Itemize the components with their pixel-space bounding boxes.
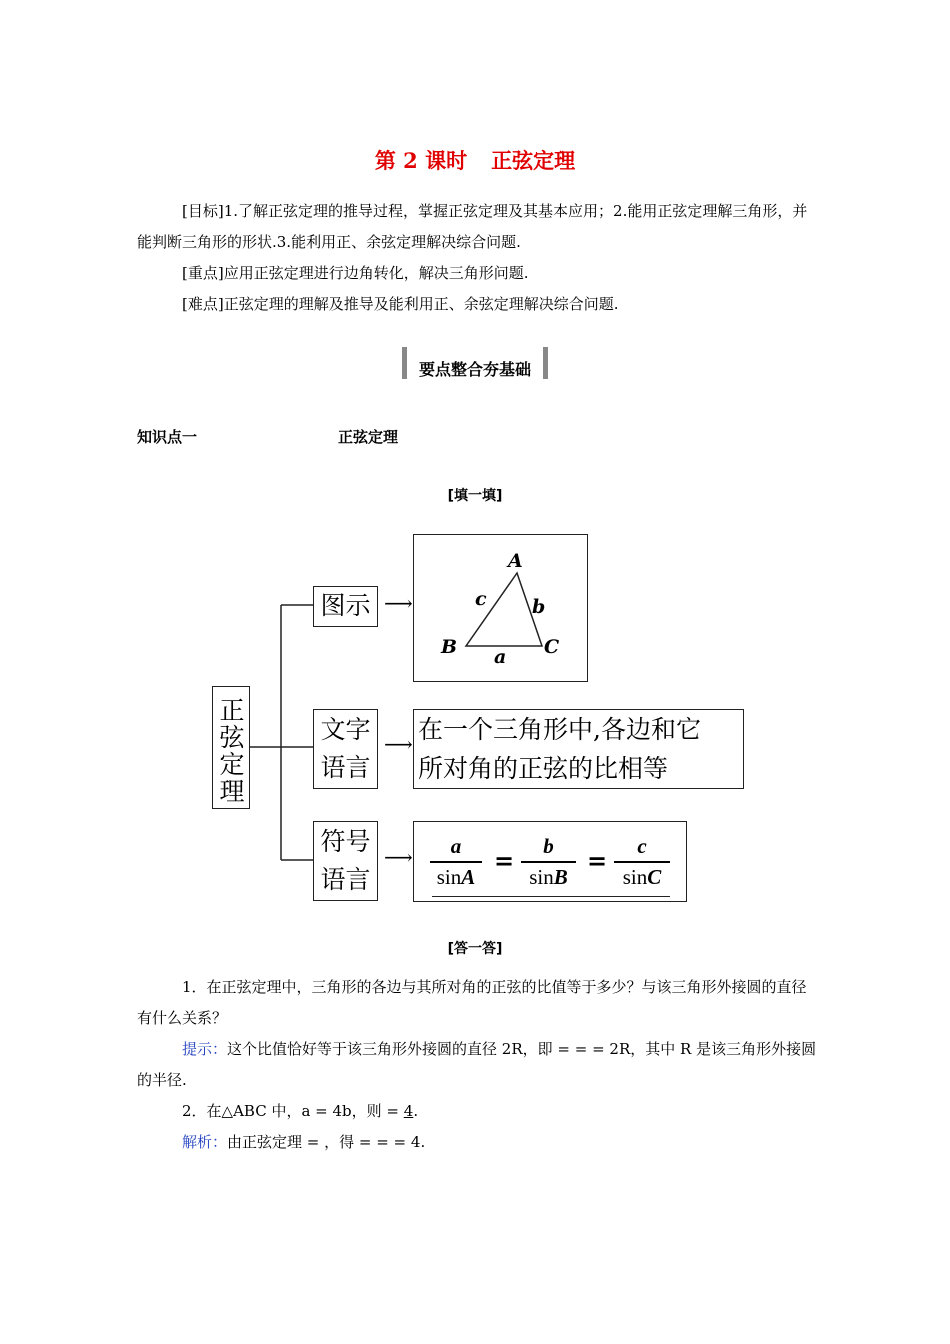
arrow-right-icon: ⟶ <box>384 732 413 756</box>
answer-2-tag: 解析： <box>182 1133 228 1151</box>
question-2-text: 在△ABC 中，a = 4b，则 = <box>206 1102 404 1120</box>
question-2-suffix: . <box>413 1102 419 1120</box>
formula-underline <box>432 896 670 897</box>
difficulty-tag: [难点] <box>182 295 224 313</box>
question-2 <box>137 1096 817 1127</box>
side-c-label: c <box>475 588 487 610</box>
fill-in-title: [填一填] <box>447 488 503 504</box>
angle-c: C <box>647 865 662 889</box>
vertex-c-label: C <box>544 636 560 658</box>
formula-box <box>413 821 687 902</box>
arrow-right-icon: ⟶ <box>384 845 413 869</box>
sin-label: sin <box>529 865 554 889</box>
text-statement-line2: 所对角的正弦的比相等 <box>418 754 669 783</box>
difficulty-text: 正弦定理的理解及推导及能利用正、余弦定理解决综合问题. <box>223 295 619 313</box>
fraction-c-over-sinC <box>614 834 670 890</box>
answer-2-text: 由正弦定理 = ，得 = = = 4. <box>227 1133 426 1151</box>
text-statement-line1: 在一个三角形中,各边和它 <box>418 715 701 744</box>
vertex-a-label: A <box>508 550 523 572</box>
denominator-sinA <box>430 865 482 890</box>
question-2-number: 2． <box>182 1102 207 1120</box>
numerator-c: c <box>637 834 647 858</box>
fraction-a-over-sinA <box>430 834 482 890</box>
key-text: 应用正弦定理进行边角转化，解决三角形问题. <box>223 264 529 282</box>
arrow-right-icon: ⟶ <box>384 591 413 615</box>
key-tag: [重点] <box>182 264 224 282</box>
question-2-answer: 4 <box>403 1102 414 1120</box>
fraction-bar <box>430 861 482 863</box>
knowledge-point-label: 知识点一 <box>137 428 198 446</box>
question-1 <box>137 972 817 1034</box>
side-a-label: a <box>494 646 507 668</box>
goal-text: 1.了解正弦定理的推导过程，掌握正弦定理及其基本应用；2.能用正弦定理解三角形，并能判断三角形的形状.3.能利用正、余弦定理解决综合问题. <box>137 202 808 251</box>
fraction-bar <box>614 861 670 863</box>
question-1-number: 1． <box>182 978 207 996</box>
denominator-sinC <box>614 865 670 890</box>
root-node: 正弦定理 <box>212 686 250 809</box>
sin-label: sin <box>622 865 648 889</box>
text-statement-box <box>413 709 744 789</box>
question-1-text: 在正弦定理中，三角形的各边与其所对角的正弦的比值等于多少？与该三角形外接圆的直径有什么关系？ <box>137 978 807 1027</box>
numerator-b: b <box>543 834 554 858</box>
knowledge-point-name: 正弦定理 <box>338 428 399 446</box>
answer-1-text: 这个比值恰好等于该三角形外接圆的直径 2R，即 = = = 2R，其中 R 是该三角形外接圆的半径. <box>137 1040 817 1089</box>
branch-text-language: 文字语言 <box>313 709 378 789</box>
answer-1-tag: 提示： <box>182 1040 228 1058</box>
branch-symbol-language: 符号语言 <box>313 821 378 901</box>
numerator-a: a <box>450 834 462 858</box>
sin-label: sin <box>436 865 462 889</box>
section-banner-label: 要点整合夯基础 <box>418 360 531 379</box>
triangle-figure-box <box>413 534 588 682</box>
qa-block <box>137 972 817 1158</box>
angle-a: A <box>461 865 476 889</box>
vertex-b-label: B <box>441 636 458 658</box>
branch-figure: 图示 <box>313 586 378 627</box>
equals-sign: = <box>587 846 608 875</box>
answer-1 <box>137 1034 817 1096</box>
angle-b: B <box>553 865 568 889</box>
qa-title: [答一答] <box>447 941 503 957</box>
goal-tag: [目标] <box>182 202 224 220</box>
lesson-number: 第 2 课时 <box>374 148 468 173</box>
lesson-topic: 正弦定理 <box>491 148 576 173</box>
equals-sign: = <box>494 846 515 875</box>
side-b-label: b <box>532 596 546 618</box>
answer-2 <box>137 1127 817 1158</box>
fraction-b-over-sinB <box>521 834 576 890</box>
fraction-bar <box>521 861 576 863</box>
denominator-sinB <box>521 865 576 890</box>
